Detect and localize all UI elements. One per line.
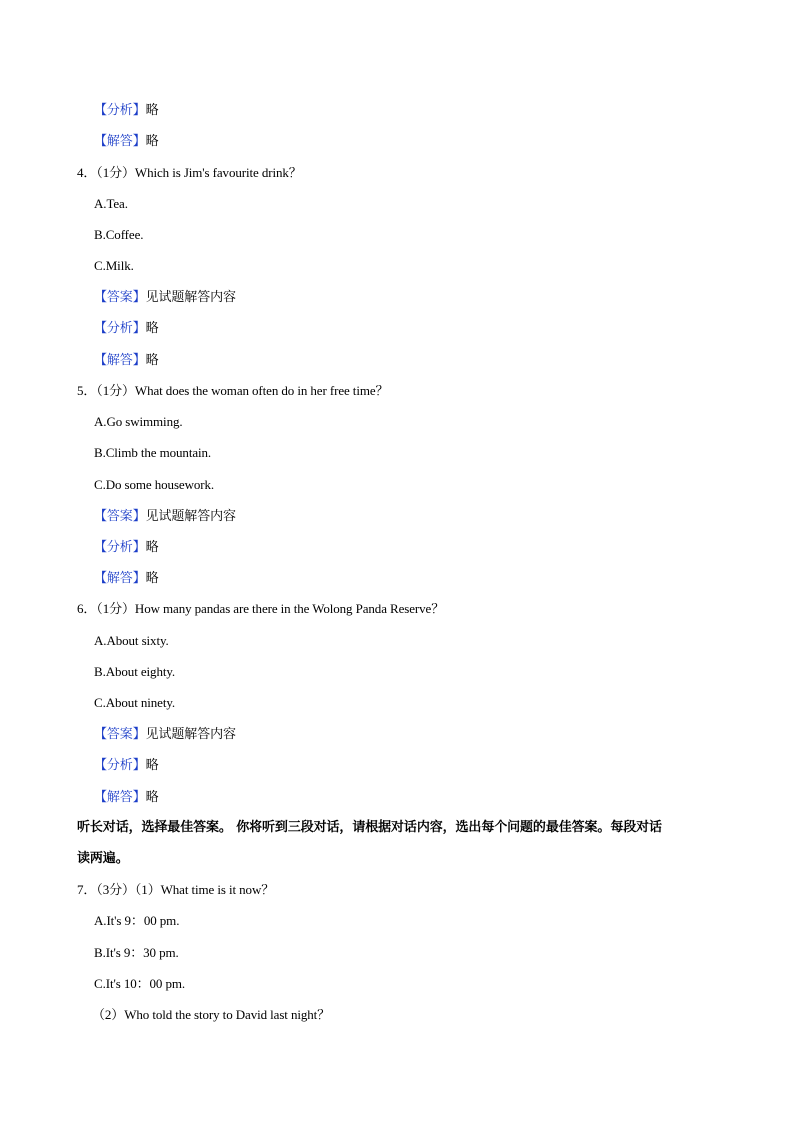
solution-line (94, 351, 159, 370)
question-6: 6．（1分）How many pandas are there in the Wolong Panda Reserve？ (77, 601, 445, 616)
solution-tag: 【解答】 (94, 790, 146, 805)
question-6-option-c: C.About ninety. (94, 695, 176, 710)
question-7-option-b: B.It's 9：30 pm. (94, 945, 179, 960)
solution-text: 略 (145, 571, 159, 586)
question-5-option-c: C.Do some housework. (94, 477, 215, 492)
analysis-line (94, 101, 159, 120)
analysis-line (94, 756, 159, 775)
question-5: 5．（1分）What does the woman often do in her free time？ (77, 383, 389, 398)
analysis-tag: 【分析】 (94, 321, 146, 336)
question-7-subquestion-2: （2）Who told the story to David last night？ (92, 1007, 331, 1022)
section-instruction: 听长对话，选择最佳答案。 你将听到三段对话，请根据对话内容，选出每个问题的最佳答案。每段对话 (77, 820, 662, 835)
question-5-option-b: B.Climb the mountain. (94, 445, 212, 460)
answer-tag: 【答案】 (94, 290, 146, 305)
question-4-option-b: B.Coffee. (94, 227, 144, 242)
question-7-option-c: C.It's 10：00 pm. (94, 976, 186, 991)
analysis-line (94, 319, 159, 338)
answer-text: 见试题解答内容 (145, 727, 236, 742)
analysis-text: 略 (145, 758, 159, 773)
solution-text: 略 (145, 353, 159, 368)
question-5-option-a: A.Go swimming. (94, 414, 183, 429)
answer-text: 见试题解答内容 (145, 509, 236, 524)
analysis-text: 略 (145, 103, 159, 118)
solution-text: 略 (145, 134, 159, 149)
analysis-tag: 【分析】 (94, 103, 146, 118)
solution-tag: 【解答】 (94, 134, 146, 149)
answer-text: 见试题解答内容 (145, 290, 236, 305)
analysis-tag: 【分析】 (94, 540, 146, 555)
answer-tag: 【答案】 (94, 509, 146, 524)
solution-line (94, 132, 159, 151)
answer-line (94, 507, 236, 526)
question-4-option-c: C.Milk. (94, 258, 134, 273)
analysis-line (94, 538, 159, 557)
question-6-option-b: B.About eighty. (94, 664, 176, 679)
question-7-option-a: A.It's 9：00 pm. (94, 913, 180, 928)
answer-line (94, 288, 236, 307)
solution-tag: 【解答】 (94, 353, 146, 368)
question-6-option-a: A.About sixty. (94, 633, 169, 648)
question-4-option-a: A.Tea. (94, 196, 128, 211)
solution-text: 略 (145, 790, 159, 805)
section-instruction-continued: 读两遍。 (77, 851, 129, 866)
question-7: 7．（3分）（1）What time is it now？ (77, 882, 275, 897)
analysis-text: 略 (145, 321, 159, 336)
solution-tag: 【解答】 (94, 571, 146, 586)
question-4: 4．（1分）Which is Jim's favourite drink？ (77, 165, 302, 180)
analysis-tag: 【分析】 (94, 758, 146, 773)
solution-line (94, 788, 159, 807)
solution-line (94, 569, 159, 588)
analysis-text: 略 (145, 540, 159, 555)
answer-line (94, 725, 236, 744)
answer-tag: 【答案】 (94, 727, 146, 742)
